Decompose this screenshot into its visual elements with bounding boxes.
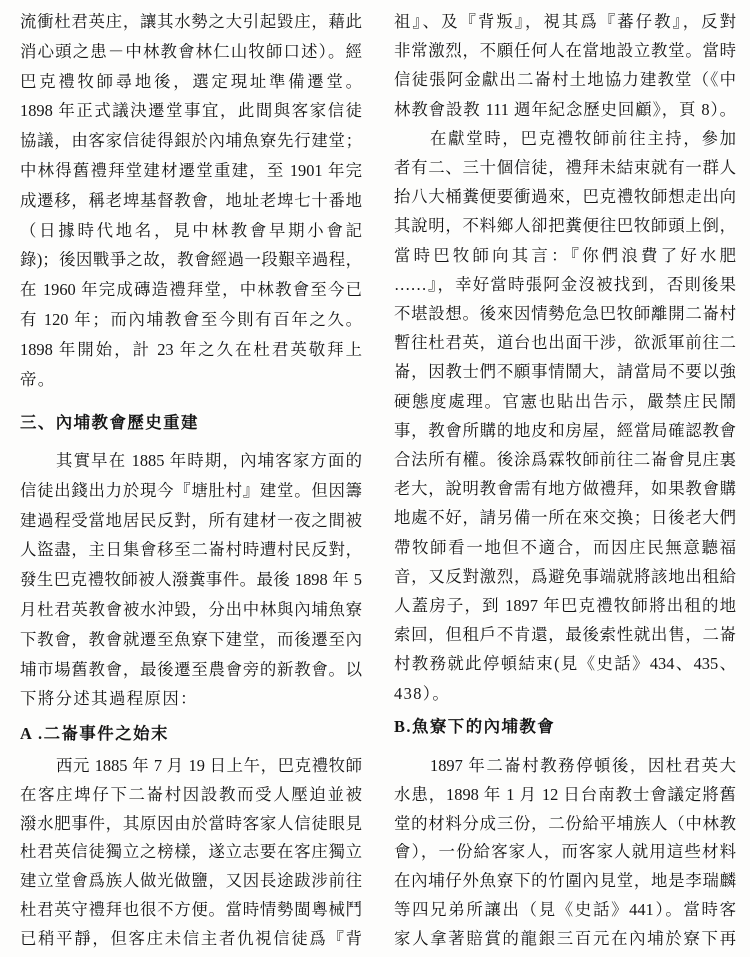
text-line: 抬八大桶糞便要衝過來，巴克禮牧師想走出向 <box>394 187 736 207</box>
subsection-heading-a: A .二崙事件之始末 <box>20 724 169 743</box>
text-line: 會），一份給客家人，而客家人就用這些材料 <box>394 842 736 862</box>
text-line: （日據時代地名，見中林教會早期小會記 <box>20 220 362 240</box>
text-line: 錄)；後因戰爭之故，教會經過一段艱辛過程， <box>20 250 362 270</box>
text-line: 1897 年二崙村教務停頓後，因杜君英大 <box>430 756 736 775</box>
text-line: 巴克禮牧師尋地後，選定現址準備遷堂。 <box>20 71 362 91</box>
text-line: 非常激烈，不願任何人在當地設立教堂。當時 <box>394 41 736 61</box>
text-line: 地處不好，請另備一所在來交換；日後老大們 <box>394 508 736 528</box>
text-line: 其說明，不料鄉人卻把糞便往巴牧師頭上倒， <box>394 216 736 236</box>
text-line: 帝。 <box>20 369 56 389</box>
text-line: 已稍平靜，但客庄未信主者仇視信徒爲『背 <box>20 928 362 948</box>
text-line: 老大，說明教會需有地方做禮拜，如果教會購 <box>394 479 736 499</box>
text-line: 水患，1898 年 1 月 12 日台南教士會議定將舊 <box>394 784 736 804</box>
text-line: 438）。 <box>394 683 451 703</box>
text-line: 村教務就此停頓結束(見《史話》434、435、 <box>394 654 736 674</box>
text-line: 當時巴牧師向其言：『你們浪費了好水肥 <box>394 245 736 265</box>
text-line: 下教會，教會就遷至魚寮下建堂，而後遷至內 <box>20 629 362 649</box>
text-line: 成遷移，稱老埤基督教會，地址老埤七十番地 <box>20 190 362 210</box>
text-line: 暫往杜君英，道台也出面干涉，欲派軍前往二 <box>394 333 736 353</box>
text-line: 事，教會所購的地皮和房屋，經當局確認教會 <box>394 420 736 440</box>
paragraph <box>394 752 736 954</box>
text-line: 者有二、三十個信徒，禮拜未結束就有一群人 <box>394 158 736 178</box>
text-line: 其實早在 1885 年時期，內埔客家方面的 <box>56 451 362 470</box>
text-line: 建立堂會爲族人做光做鹽，又因長途跋涉前往 <box>20 871 362 891</box>
text-line: 1898 年正式議決遷堂事宜，此間與客家信徒 <box>20 101 362 121</box>
text-line: 家人拿著賠賞的龍銀三百元在內埔於寮下再 <box>394 928 736 948</box>
text-line: 月杜君英教會被水沖毀，分出中林與內埔魚寮 <box>20 599 362 619</box>
text-line: 杜君英守禮拜也很不方便。當時情勢閩粵械鬥 <box>20 899 362 919</box>
text-line: 中林得舊禮拜堂建材遷堂重建，至 1901 年完 <box>20 160 362 180</box>
text-line: 1898 年開始，計 23 年之久在杜君英敬拜上 <box>20 339 362 359</box>
text-line: 在客庄埤仔下二崙村因設教而受人壓迫並被 <box>20 784 362 804</box>
text-line: 在內埔仔外魚寮下的竹圍內見堂，地是李瑞麟 <box>394 871 736 891</box>
text-line: 西元 1885 年 7 月 19 日上午，巴克禮牧師 <box>56 756 362 775</box>
text-line: 協議，由客家信徒得銀於內埔魚寮先行建堂； <box>20 131 362 151</box>
text-line: 崙，因教士們不願事情鬧大，請當局不要以強 <box>394 362 736 382</box>
subsection-heading-b: B.魚寮下的內埔教會 <box>394 717 556 736</box>
text-line: 人蓋房子，到 1897 年巴克禮牧師將出租的地 <box>394 596 736 616</box>
paragraph <box>20 446 362 714</box>
paragraph <box>394 7 736 124</box>
text-line: 流衝杜君英庄，讓其水勢之大引起毀庄，藉此 <box>20 12 362 31</box>
text-line: 下將分述其過程原因： <box>20 689 198 709</box>
text-line: 堂的材料分成三份，二份給平埔族人（中林教 <box>394 813 736 833</box>
text-line: 杜君英信徒獨立之榜樣，遂立志要在客庄獨立 <box>20 842 362 862</box>
text-line: 硬態度處理。官憲也貼出告示，嚴禁庄民鬧 <box>394 391 736 411</box>
text-line: 林教會設教 111 週年紀念歷史回顧》，頁 8）。 <box>394 99 736 119</box>
text-line: 合法所有權。後涂爲霖牧師前往二崙會見庄裏 <box>394 450 736 470</box>
right-column <box>394 0 736 957</box>
text-line: 埔市場舊教會，最後遷至農會旁的新教會。以 <box>20 659 362 679</box>
text-line: 信徒張阿金獻出二崙村土地協力建教堂（《中 <box>394 70 736 90</box>
paragraph <box>20 7 362 394</box>
text-line: 在獻堂時，巴克禮牧師前往主持，參加 <box>430 128 736 148</box>
text-line: 不堪設想。後來因情勢危急巴牧師離開二崙村 <box>394 304 736 324</box>
text-line: ……』，幸好當時張阿金沒被找到，否則後果 <box>394 274 736 294</box>
text-line: 帶牧師看一地但不適合，而因庄民無意聽福 <box>394 537 736 557</box>
text-line: 在 1960 年完成磚造禮拜堂，中林教會至今已 <box>20 280 362 300</box>
text-line: 有 120 年；而內埔教會至今則有百年之久。 <box>20 309 362 329</box>
paragraph <box>20 752 362 954</box>
text-line: 信徒出錢出力於現今『塘肚村』建堂。但因籌 <box>20 480 362 500</box>
text-line: 潑水肥事件，其原因由於當時客家人信徒眼見 <box>20 813 362 833</box>
text-line: 音，又反對激烈，爲避免事端就將該地出租給 <box>394 566 736 586</box>
paragraph-group <box>394 7 736 708</box>
paragraph <box>394 124 736 708</box>
text-line: 消心頭之患－中林教會林仁山牧師口述）。經 <box>20 41 362 61</box>
text-line: 祖』、及『背叛』，視其爲『蕃仔教』，反對 <box>394 12 736 31</box>
left-column <box>20 0 362 957</box>
text-line: 人盜盡，主日集會移至二崙村時遭村民反對， <box>20 540 362 560</box>
text-line: 索回，但租戶不肯還，最後索性就出售，二崙 <box>394 625 736 645</box>
section-heading: 三、內埔教會歷史重建 <box>20 413 199 432</box>
text-line: 等四兄弟所讓出（見《史話》441）。當時客 <box>394 899 736 919</box>
text-line: 建過程受當地居民反對，所有建材一夜之間被 <box>20 510 362 530</box>
text-line: 發生巴克禮牧師被人潑糞事件。最後 1898 年 5 <box>20 570 362 590</box>
